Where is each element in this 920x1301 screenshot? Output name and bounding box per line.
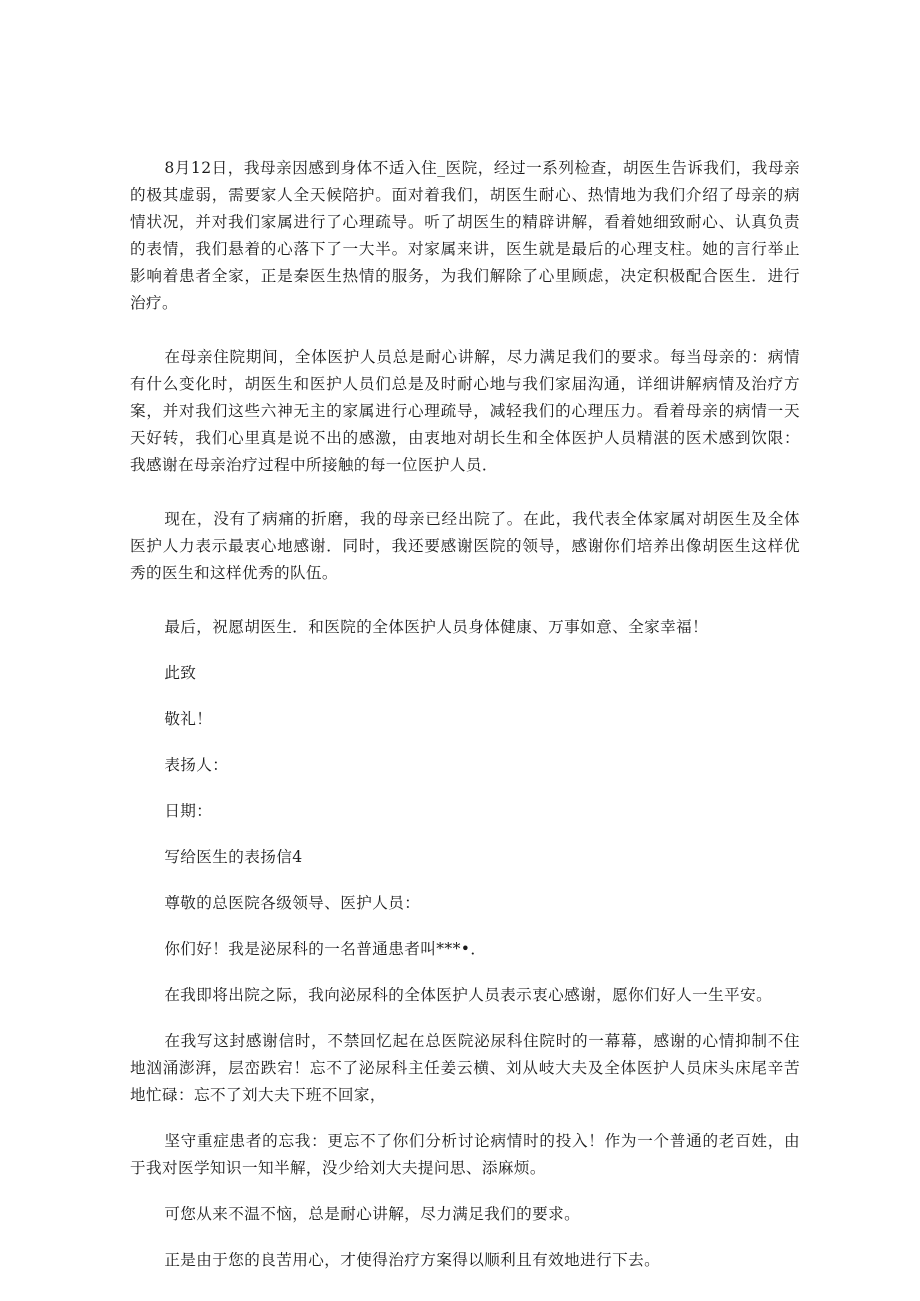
letter4-paragraph-2: 在我写这封感谢信时，不禁回忆起在总医院泌尿科住院时的一幕幕，感谢的心情抑制不住地汹涌澎湃，层峦跌宕！忘不了泌尿科主任姜云横、刘从岐大夫及全体医护人员床头床尾辛苦地忙碌：忘不了刘大夫下班不回家， <box>130 1032 800 1104</box>
signer-label: 表扬人： <box>164 756 229 774</box>
letter4-salutation: 尊敬的总医院各级领导、医护人员： <box>164 894 421 912</box>
letter4-paragraph-1: 在我即将出院之际，我向泌尿科的全体医护人员表示衷心感谢，愿你们好人一生平安。 <box>164 986 773 1004</box>
date-label: 日期： <box>164 802 213 820</box>
closing-line-2: 敬礼！ <box>164 710 213 728</box>
letter4-greeting: 你们好！我是泌尿科的一名普通患者叫***•． <box>164 940 487 958</box>
paragraph-wishes: 最后，祝愿胡医生．和医院的全体医护人员身体健康、万事如意、全家幸福！ <box>164 618 709 636</box>
letter4-title: 写给医生的表扬信4 <box>164 848 303 866</box>
document-page <box>130 155 800 1293</box>
paragraph-discharge-thanks: 现在，没有了病痛的折磨，我的母亲已经出院了。在此，我代表全体家属对胡医生及全体医护人力表示最衷心地感谢．同时，我还要感谢医院的领导，感谢你们培养出像胡医生这样优秀的医生和这样优秀的队伍。 <box>130 510 800 582</box>
paragraph-hospital-stay: 8月12日，我母亲因感到身体不适入住_医院，经过一系列检查，胡医生告诉我们，我母亲的极其虚弱，需要家人全天候陪护。面对着我们，胡医生耐心、热情地为我们介绍了母亲的病情状况，并对我们家属进行了心理疏导。听了胡医生的精辟讲解，看着她细致耐心、认真负责的表情，我们悬着的心落下了一大半。对家属来讲，医生就是最后的心理支柱。她的言行举止影响着患者全家，正是秦医生热情的服务，为我们解除了心里顾虑，决定积极配合医生．进行治疗。 <box>130 159 800 312</box>
letter4-paragraph-3: 坚守重症患者的忘我：更忘不了你们分析讨论病情时的投入！作为一个普通的老百姓，由于我对医学知识一知半解，没少给刘大夫提问思、添麻烦。 <box>130 1132 800 1177</box>
letter4-paragraph-4: 可您从来不温不恼，总是耐心讲解，尽力满足我们的要求。 <box>164 1205 581 1223</box>
letter4-paragraph-5: 正是由于您的良苦用心，才使得治疗方案得以顺利且有效地进行下去。 <box>164 1251 661 1269</box>
closing-line-1: 此致 <box>164 664 197 682</box>
paragraph-care-period: 在母亲住院期间，全体医护人员总是耐心讲解，尽力满足我们的要求。每当母亲的：病情有什么变化时，胡医生和医护人员们总是及时耐心地与我们家届沟通，详细讲解病情及治疗方案，并对我们这些六神无主的家属进行心理疏导，减轻我们的心理压力。看着母亲的病情一天天好转，我们心里真是说不出的感激，由衷地对胡长生和全体医护人员精湛的医术感到饮限：我感谢在母亲治疗过程中所接触的每一位医护人员． <box>130 348 800 474</box>
